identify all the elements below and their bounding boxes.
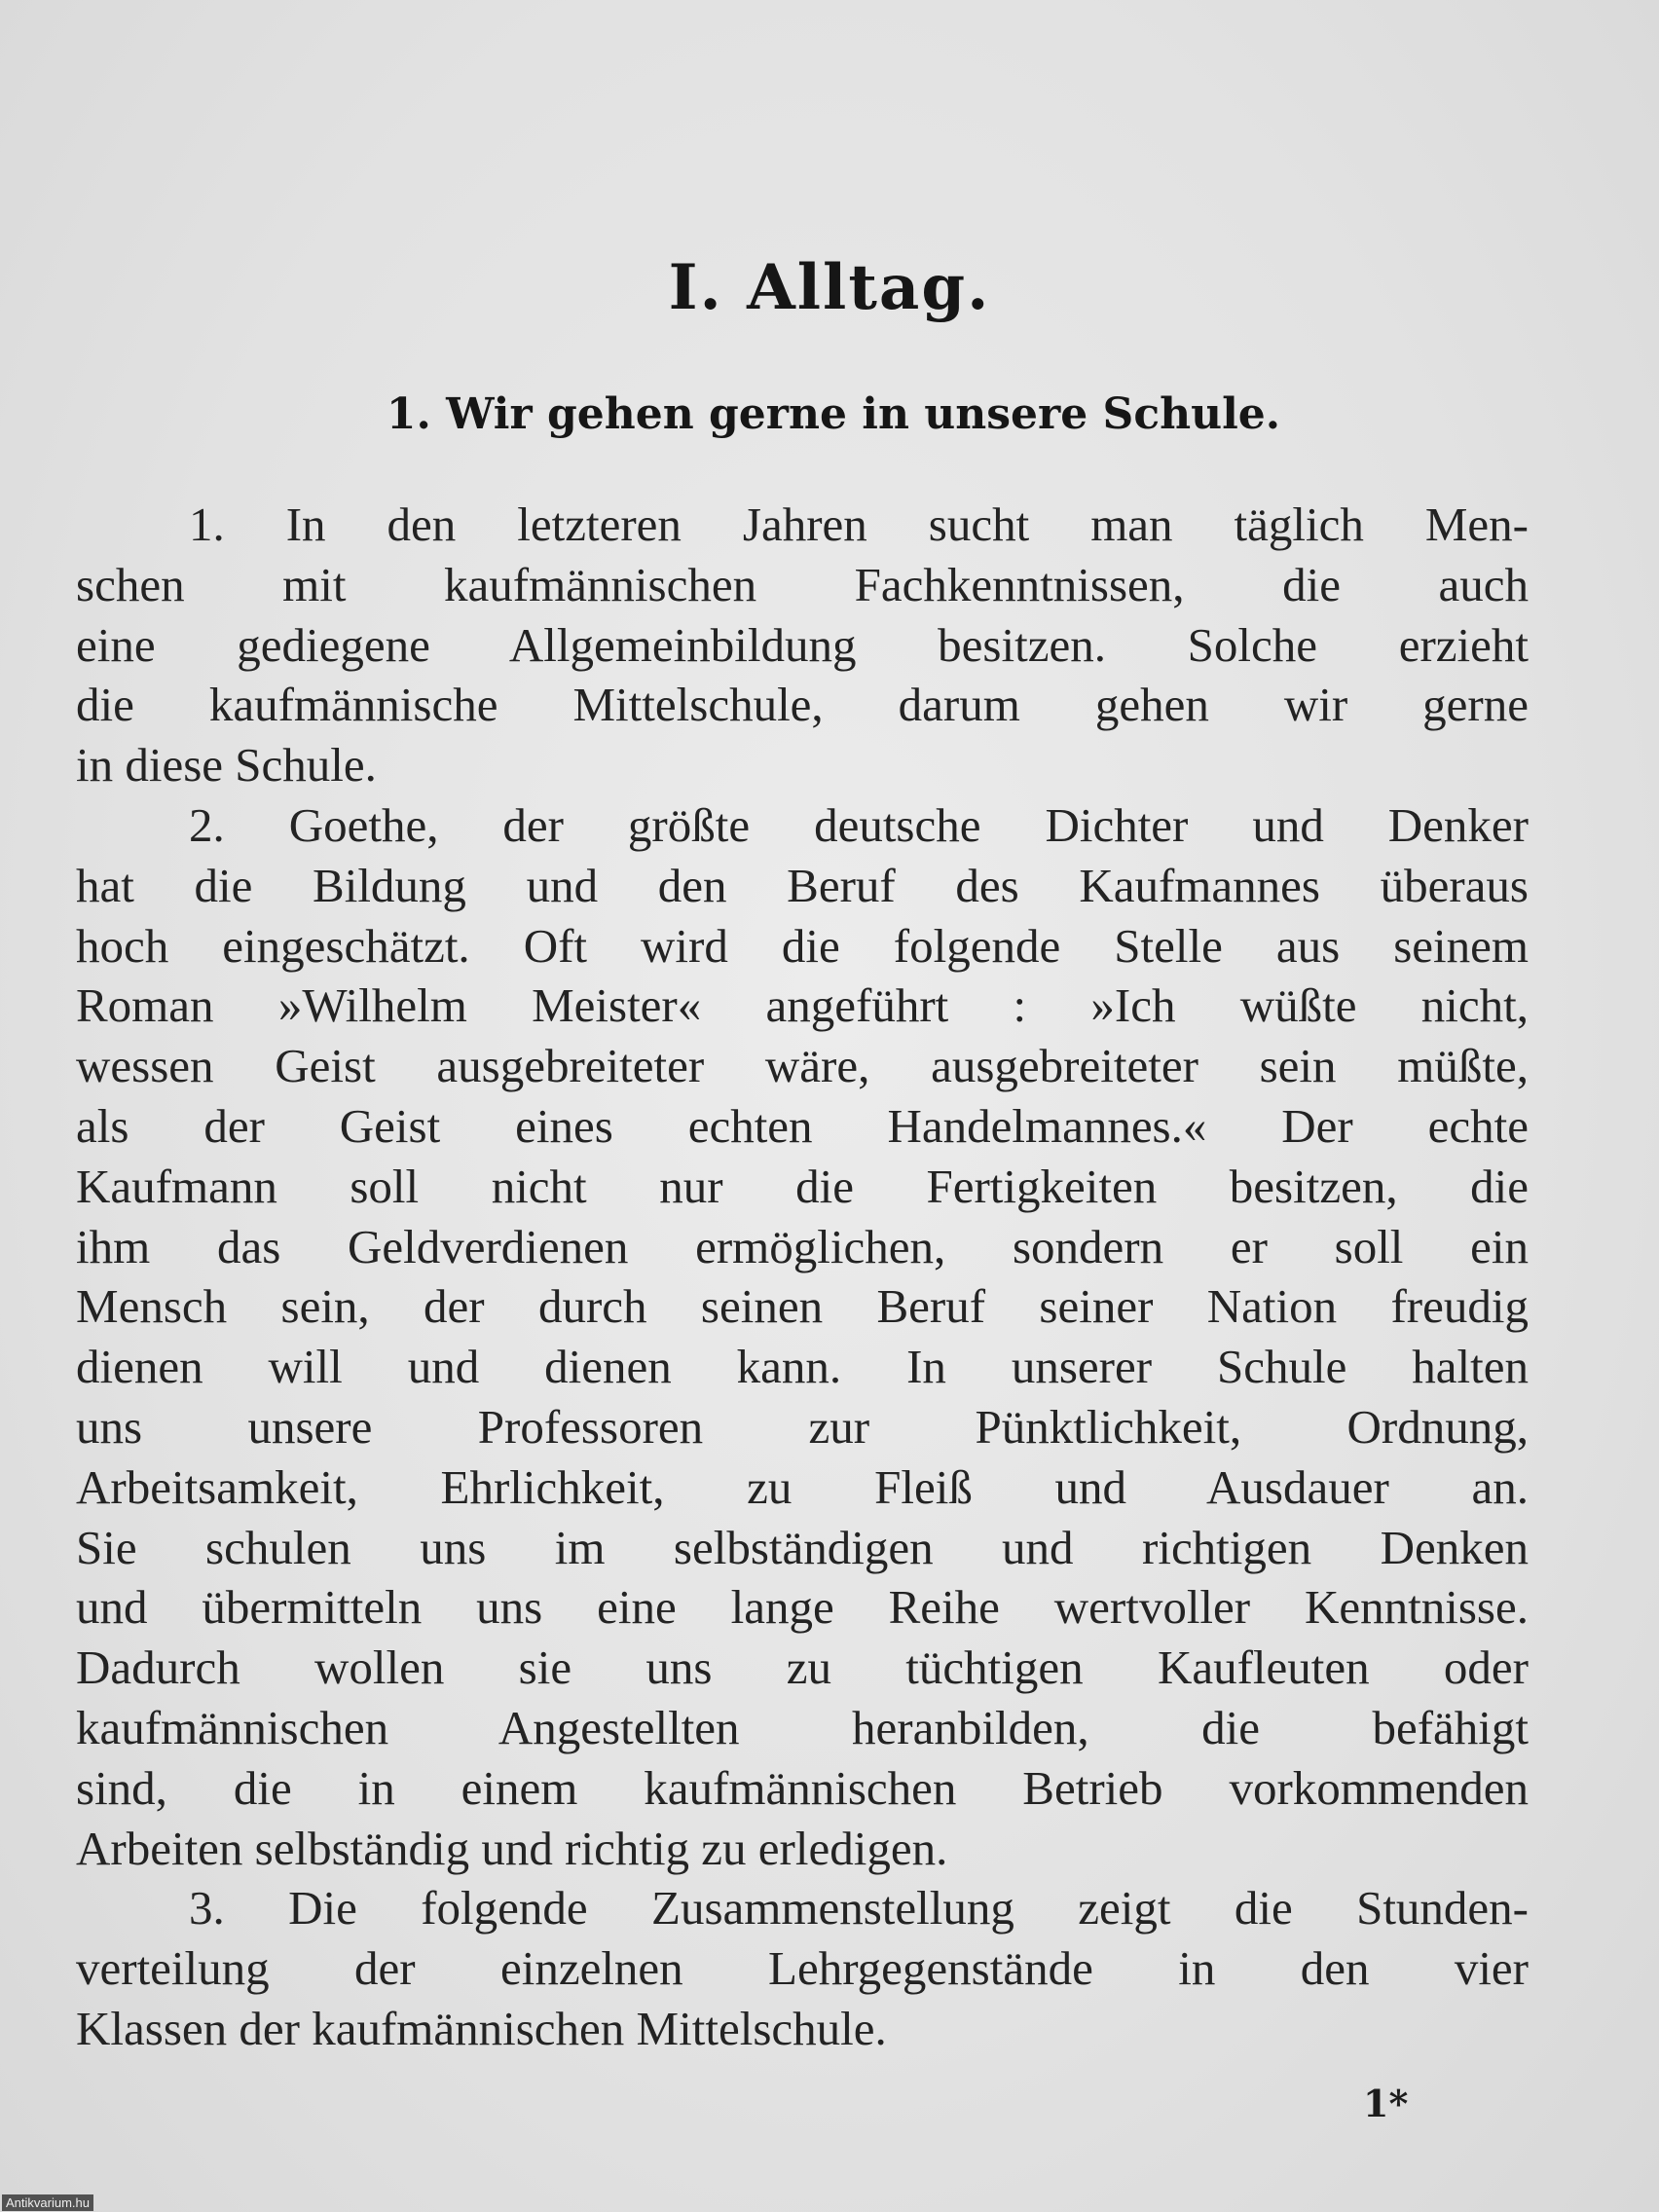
text-line: Sie schulen uns im selbständigen und richtigen Denken bbox=[76, 1520, 1529, 1574]
text-line: kaufmännischen Angestellten heranbilden, die befähigt bbox=[76, 1700, 1529, 1754]
text-line: wessen Geist ausgebreiteter wäre, ausgebreiteter sein müßte, bbox=[76, 1039, 1529, 1093]
text-line: 3. Die folgende Zusammenstellung zeigt die Stunden- bbox=[189, 1881, 1529, 1936]
text-line: sind, die in einem kaufmännischen Betrieb vorkommenden bbox=[76, 1760, 1529, 1815]
section-title: 1. Wir gehen gerne in unsere Schule. bbox=[386, 389, 1281, 439]
text-line: als der Geist eines echten Handelmannes.« Der echte bbox=[76, 1098, 1529, 1153]
text-line: in diese Schule. bbox=[76, 738, 377, 793]
text-line: Roman »Wilhelm Meister« angeführt : »Ich wüßte nicht, bbox=[76, 978, 1529, 1033]
watermark: Antikvarium.hu bbox=[2, 2194, 93, 2211]
text-line: Mensch sein, der durch seinen Beruf seiner Nation freudig bbox=[76, 1279, 1529, 1334]
text-line: 2. Goethe, der größte deutsche Dichter und Denker bbox=[189, 797, 1529, 852]
text-line: schen mit kaufmännischen Fachkenntnissen, die auch bbox=[76, 557, 1529, 611]
text-line: verteilung der einzelnen Lehrgegenstände in den vier bbox=[76, 1941, 1529, 1996]
text-line: und übermitteln uns eine lange Reihe wertvoller Kenntnisse. bbox=[76, 1580, 1529, 1635]
paragraph bbox=[76, 1878, 1529, 2058]
text-line: hoch eingeschätzt. Oft wird die folgende Stelle aus seinem bbox=[76, 918, 1529, 973]
text-line: Arbeiten selbständig und richtig zu erledigen. bbox=[76, 1821, 948, 1875]
text-line: Klassen der kaufmännischen Mittelschule. bbox=[76, 2001, 887, 2055]
text-line: die kaufmännische Mittelschule, darum gehen wir gerne bbox=[76, 678, 1529, 732]
text-line: Arbeitsamkeit, Ehrlichkeit, zu Fleiß und Ausdauer an. bbox=[76, 1459, 1529, 1514]
text-line: ihm das Geldverdienen ermöglichen, sondern er soll ein bbox=[76, 1219, 1529, 1273]
text-line: Kaufmann soll nicht nur die Fertigkeiten besitzen, die bbox=[76, 1159, 1529, 1213]
text-line: Dadurch wollen sie uns zu tüchtigen Kaufleuten oder bbox=[76, 1641, 1529, 1695]
body-text bbox=[76, 495, 1529, 2059]
paragraph bbox=[76, 795, 1529, 1878]
text-line: hat die Bildung und den Beruf des Kaufmannes überaus bbox=[76, 858, 1529, 912]
paragraph-container bbox=[76, 495, 1529, 2059]
text-line: eine gediegene Allgemeinbildung besitzen. Solche erzieht bbox=[76, 617, 1529, 672]
paragraph bbox=[76, 495, 1529, 795]
text-line: 1. In den letzteren Jahren sucht man täglich Men- bbox=[189, 498, 1529, 551]
chapter-title: I. Alltag. bbox=[668, 251, 991, 324]
page-number: 1* bbox=[1363, 2082, 1409, 2125]
text-line: uns unsere Professoren zur Pünktlichkeit, Ordnung, bbox=[76, 1399, 1529, 1454]
text-line: dienen will und dienen kann. In unserer Schule halten bbox=[76, 1340, 1529, 1394]
